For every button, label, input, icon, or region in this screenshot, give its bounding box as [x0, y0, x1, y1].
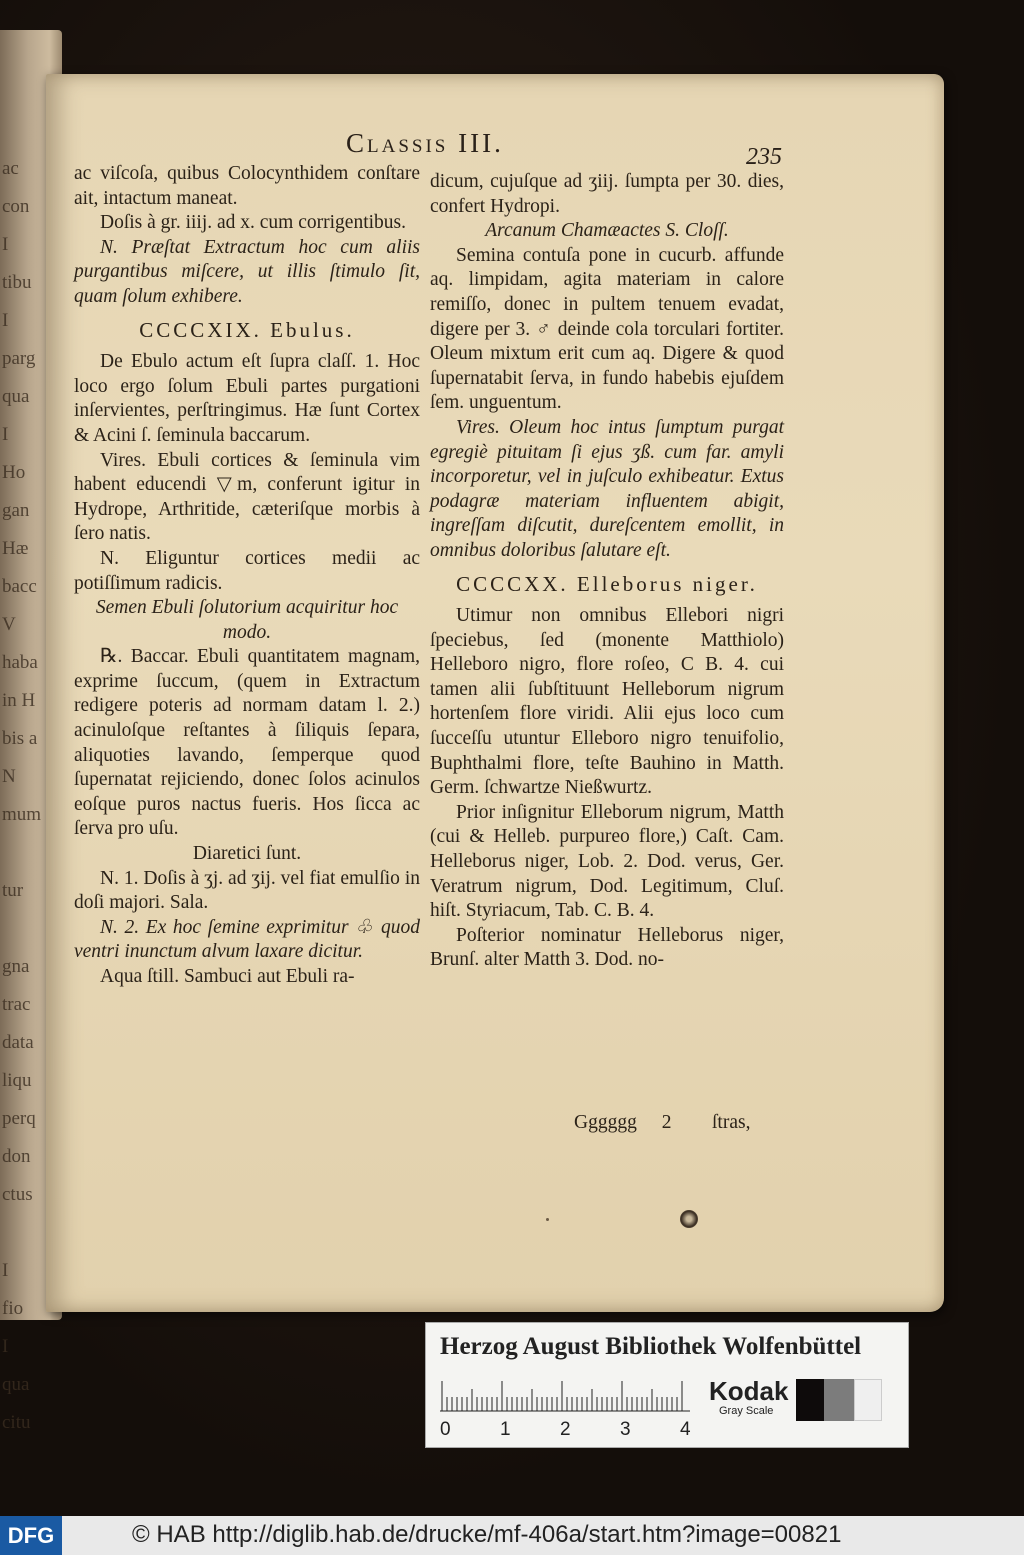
previous-page-fragment: Ho [2, 462, 26, 483]
previous-page-fragment: I [2, 1260, 9, 1281]
ruler-label: 0 [440, 1419, 451, 1440]
text-paragraph: N. Præſtat Extractum hoc cum aliis purgantibus miſcere, ut illis ſtimulo ſit, quam ſolum exhibere. [74, 236, 420, 307]
previous-page-fragment: mum [2, 804, 42, 825]
footer-bar [0, 1516, 1024, 1555]
text-paragraph: N. 1. Doſis à ʒj. ad ʒij. vel fiat emulſio in doſi majori. Sala. [74, 867, 420, 914]
previous-page-fragment: N [2, 766, 16, 787]
previous-page-fragment: Hæ [2, 538, 29, 559]
previous-page-fragment: gna [2, 956, 30, 977]
ruler-label: 3 [620, 1419, 631, 1440]
running-head: Classis III. [346, 128, 504, 158]
previous-page-fragment: con [2, 196, 30, 217]
text-paragraph: Vires. Ebuli cortices & ſeminula vim habent educendi ▽m, conferunt igitur in Hydrope, Arthritide, cæteriſque morbis à ſero natis. [74, 449, 420, 545]
previous-page-fragment: citu [2, 1412, 31, 1433]
previous-page-fragment: I [2, 424, 9, 445]
text-paragraph: Aqua ſtill. Sambuci aut Ebuli ra- [100, 966, 355, 987]
previous-page-fragment: gan [2, 500, 30, 521]
previous-page-fragment: ac [2, 158, 19, 179]
text-paragraph: Diaretici ſunt. [192, 843, 302, 865]
gray-patch-white [854, 1379, 882, 1421]
previous-page-fragment: fio [2, 1298, 24, 1319]
previous-page-fragment: ctus [2, 1184, 33, 1205]
previous-page-fragment: bacc [2, 576, 37, 597]
gray-patch-mid [824, 1379, 854, 1421]
previous-page-fragment: liqu [2, 1070, 32, 1091]
previous-page-fragment: I [2, 310, 9, 331]
text-paragraph: dicum, cujuſque ad ʒiij. ſumpta per 30. dies, confert Hydropi. [430, 171, 784, 217]
paper-speck [546, 1218, 549, 1221]
text-paragraph: ac viſcoſa, quibus Colocynthidem conſtare ait, intactum maneat. [74, 163, 420, 209]
text-paragraph: Semina contuſa pone in cucurb. affunde aq. limpidam, agita materiam in calore remiſſo, donec in pultem tenuem evadat, digere per 3. ♂ deinde cola torculari fortiter. Oleum mixtum erit cum aq. Digere & quod ſupernatabit ſerva, in fundo habebis ejuſdem ſem. unguentum. [430, 244, 784, 414]
section-heading: CCCCXIX. Ebulus. [139, 317, 355, 342]
text-paragraph: De Ebulo actum eſt ſupra claſſ. 1. Hoc loco ergo ſolum Ebuli partes purgationi inſervientes, perſtringimus. Hæ ſunt Cortex & Acini ſ. ſeminula baccarum. [74, 351, 420, 446]
previous-page-fragment: trac [2, 994, 31, 1015]
previous-page-fragment: I [2, 234, 9, 255]
signature-mark: Gggggg 2 [574, 1112, 672, 1133]
gray-patch-black [796, 1379, 824, 1421]
text-paragraph: Arcanum Chamæactes S. Cloſſ. [485, 220, 729, 242]
ruler-label: 4 [680, 1419, 691, 1440]
copyright-credit[interactable]: © HAB http://diglib.hab.de/drucke/mf-406a/start.htm?image=00821 [132, 1521, 842, 1548]
previous-page-fragment: tur [2, 880, 24, 901]
catchword: ſtras, [712, 1112, 751, 1133]
ruler-label: 2 [560, 1419, 571, 1440]
text-paragraph: Semen Ebuli ſolutorium acquiritur hoc modo. [95, 597, 399, 643]
page-number: 235 [746, 144, 782, 170]
previous-page-fragment: V [2, 614, 16, 635]
text-paragraph: Poſterior nominatur Helleborus niger, Brunſ. alter Matth 3. Dod. no- [430, 924, 784, 971]
ruler-labels [440, 1419, 710, 1443]
color-target-card [425, 1322, 909, 1448]
previous-page-fragment: I [2, 1336, 9, 1357]
ruler-scale [440, 1375, 690, 1415]
text-paragraph: ℞. Baccar. Ebuli quantitatem magnam, exprime ſuccum, (quem in Extractum redigere poteris ad normam datam l. 2.) acinuloſque reſtantes à ſiliquis ſepara, aliquoties lavando, ſemperque quod ſupernatat rejiciendo, donec ſolos acinulos eoſque puros nactus fueris. Hos ſicca ac ſerva pro uſu. [74, 646, 420, 840]
kodak-logo: Kodak [709, 1376, 789, 1406]
previous-page-fragment: qua [2, 386, 30, 407]
dfg-logo: DFG [0, 1516, 62, 1555]
left-column [74, 162, 420, 990]
binding-hole [680, 1210, 698, 1228]
previous-page-fragment: parg [2, 348, 36, 369]
text-paragraph: N. 2. Ex hoc ſemine exprimitur ♧ quod ventri inunctum alvum laxare dicitur. [74, 916, 420, 963]
text-paragraph: Prior inſignitur Elleborum nigrum, Matth (cui & Helleb. purpureo flore,) Caſt. Cam. Helleborus niger, Lob. 2. Dod. verus, Ger. Veratrum nigrum, Dod. Legitimum, Cluſ. hiſt. Styriacum, Tab. C. B. 4. [430, 801, 784, 922]
previous-page-fragment: don [2, 1146, 31, 1167]
previous-page-fragment: tibu [2, 272, 32, 293]
text-paragraph: Utimur non omnibus Ellebori nigri ſpeciebus, ſed (monente Matthiolo) Helleboro nigro, flore roſeo, C B. 4. cui tamen alii ſubſtituunt Helleborum nigrum hortenſem flore viridi. Alii ejus loco cum ſucceſſu utuntur Elleboro nigro tenuifolio, Buphthalmi flore, teſte Bauhino in Matth. Germ. ſchwartze Nießwurtz. [430, 605, 784, 799]
text-paragraph: Doſis à gr. iiij. ad x. cum corrigentibus. [100, 212, 406, 234]
previous-page-fragment: in H [2, 690, 36, 711]
previous-page-fragment: qua [2, 1374, 30, 1395]
previous-page-fragment: bis a [2, 728, 38, 749]
previous-page-fragment: perq [2, 1108, 36, 1129]
institution-name: Herzog August Bibliothek Wolfenbüttel [440, 1333, 862, 1360]
gray-scale-label: Gray Scale [719, 1405, 774, 1417]
previous-page-fragment: data [2, 1032, 34, 1053]
section-heading: CCCCXX. Elleborus niger. [456, 571, 758, 596]
right-column [430, 170, 784, 973]
ruler-label: 1 [500, 1419, 511, 1440]
text-paragraph: N. Eliguntur cortices medii ac potiſſimum radicis. [74, 547, 420, 594]
text-paragraph: Vires. Oleum hoc intus ſumptum purgat egregiè pituitam ſi ejus ʒß. cum far. amyli incorporetur, vel in juſculo exhibeatur. Extus podagræ materiam influentem abigit, ingreſſam diſcutit, dureſcentem emollit, in omnibus doloribus ſalutare eſt. [430, 416, 784, 561]
previous-page-fragment: haba [2, 652, 38, 673]
